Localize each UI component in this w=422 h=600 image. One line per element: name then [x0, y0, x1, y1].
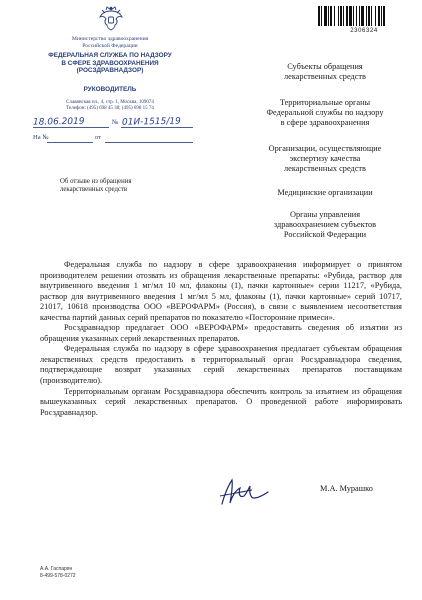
executor-info: [40, 566, 76, 579]
barcode-bar: [381, 6, 382, 26]
addressee-line: лекарственных средств: [284, 72, 366, 81]
addressee-line: Медицинские организации: [277, 188, 373, 197]
addressee-block: [240, 62, 410, 82]
executor-phone: 8-499-578-0272: [40, 572, 76, 579]
body-paragraph: Федеральная служба по надзору в сфере здравоохранения предлагает субъектам обращения лекарственных средств предоставить в территориальный орган Росздравнадзора сведения, подтверждающие возврат указанных серий лекарственных препаратов поставщикам (производителю).: [40, 344, 402, 386]
body-paragraph: Федеральная служба по надзору в сфере здравоохранения информирует о принятом производителем решении отозвать из обращения лекарственные препараты: «Рубида, раствор для внутривенного введения 1 мг/мл 10 мл, флаконы (1), пачки картонные» серии 11217, «Рубида, раствор для внутривенного введения 1 мг/мл 5 мл, флаконы (1), пачки картонные» серий 10717, 21017, 10618 производства ООО «ВЕРОФАРМ» (Россия), в связи с выявлением несоответствия качества партий данных серий препаратов по показателю «Посторонние примеси».: [40, 260, 402, 322]
reference-number-label: На №: [33, 134, 49, 141]
addressee-block: [240, 210, 410, 240]
ministry-line: Российской Федерации: [82, 42, 138, 49]
addressee-block: [240, 144, 410, 174]
outgoing-date-number-line: [33, 117, 193, 130]
barcode-bar: [356, 6, 357, 26]
letter-subject: [60, 178, 160, 194]
reference-line: [33, 134, 193, 144]
barcode-bar: [361, 6, 364, 26]
barcode-number: 2306324: [350, 28, 378, 34]
addressee-line: лекарственных средств: [284, 164, 366, 173]
coat-of-arms-emblem-icon: [98, 4, 124, 32]
barcode-bar: [330, 6, 332, 26]
addressee-line: Органы управления: [289, 210, 361, 219]
address-line: Славянская пл., 4, стр. 1, Москва, 109074: [66, 100, 154, 105]
addressee-line: Территориальные органы: [279, 98, 371, 107]
barcode-bar: [368, 6, 370, 26]
barcode-image: [318, 6, 410, 26]
barcode-bar: [328, 6, 329, 26]
barcode-bar: [346, 6, 348, 26]
barcode-bar: [334, 6, 335, 26]
addressee-line: здравоохранением субъектов: [273, 220, 377, 229]
addressee-line: экспертизу качества: [289, 154, 361, 163]
addressee-block: [240, 98, 410, 128]
barcode-bar: [371, 6, 372, 26]
addressee-line: в сфере здравоохранения: [280, 118, 370, 127]
barcode-bar: [321, 6, 322, 26]
head-title: РУКОВОДИТЕЛЬ: [83, 86, 137, 93]
barcode-bar: [340, 6, 342, 26]
barcode-bar: [375, 6, 376, 26]
reference-date-underline: [105, 142, 193, 143]
number-sign: №: [112, 119, 119, 126]
service-line: В СФЕРЕ ЗДРАВООХРАНЕНИЯ: [61, 59, 159, 67]
body-paragraph: Росздравнадзор предлагает ООО «ВЕРОФАРМ» предоставить сведения об изъятии из обращения указанных серий лекарственных препаратов.: [40, 323, 402, 343]
service-name: [30, 52, 190, 75]
address-line: Телефон: (495) 698 45 38; (495) 698 15 74: [66, 106, 154, 112]
addressee-line: Федеральной службы по надзору: [266, 108, 384, 117]
barcode-bar: [353, 6, 354, 26]
service-line: (РОСЗДРАВНАДЗОР): [76, 67, 144, 75]
handwritten-signature-icon: [218, 476, 272, 508]
barcode-bar: [324, 6, 327, 26]
barcode-bar: [378, 6, 380, 26]
subject-line: Об отзыве из обращения: [60, 178, 132, 185]
barcode-bar: [359, 6, 360, 26]
body-paragraph: Территориальным органам Росздравнадзора обеспечить контроль за изъятием из обращения вышеуказанных серий лекарственных препаратов. О проведенной работе информировать Росздравнадзор.: [40, 386, 402, 417]
letter-body: [40, 260, 402, 418]
barcode-bar: [383, 6, 385, 26]
handwritten-date: 18.06.2019: [32, 116, 85, 128]
sender-address: [40, 100, 180, 113]
handwritten-number: 01И-1515/19: [121, 116, 181, 128]
reference-number-underline: [47, 142, 93, 143]
executor-name: А.А. Гаспарян: [40, 566, 73, 572]
addressee-line: Организации, осуществляющие: [268, 144, 382, 153]
barcode-bar: [366, 6, 367, 26]
service-line: ФЕДЕРАЛЬНАЯ СЛУЖБА ПО НАДЗОРУ: [48, 52, 172, 59]
addressee-block: [240, 188, 410, 198]
barcode-bar: [338, 6, 339, 26]
ministry-line: Министерство здравоохранения: [71, 36, 149, 42]
barcode-bar: [343, 6, 344, 26]
barcode-bar: [318, 6, 320, 26]
subject-line: лекарственных средств: [60, 186, 128, 193]
barcode-bar: [349, 6, 352, 26]
addressee-line: Российской Федерации: [283, 230, 367, 239]
addressee-line: Субъекты обращения: [287, 62, 363, 71]
ministry-name: [40, 36, 180, 49]
signer-name: М.А. Мурашко: [320, 484, 373, 493]
reference-date-label: от: [95, 134, 102, 141]
